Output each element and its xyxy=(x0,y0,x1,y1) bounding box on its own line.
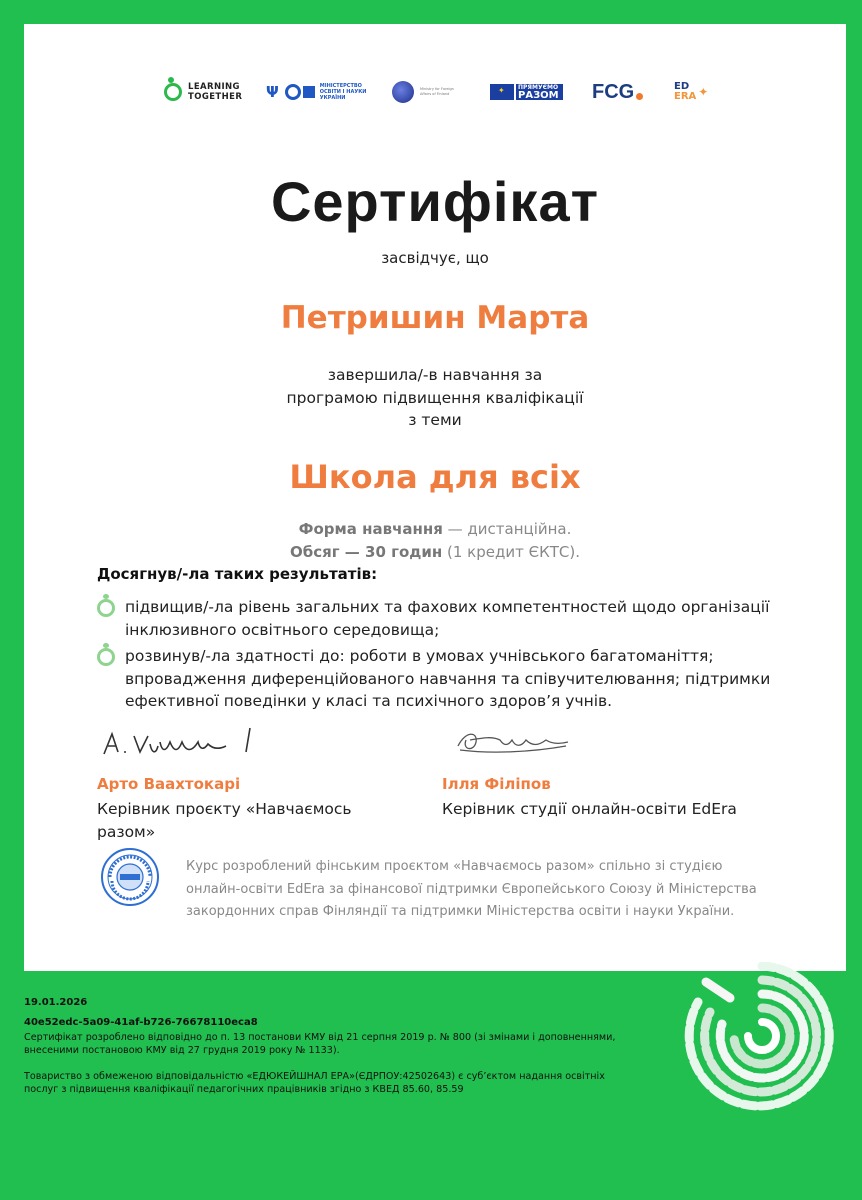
edera-logo: ED ERA ✦ xyxy=(674,81,709,102)
partner-logos xyxy=(24,74,846,110)
issue-date: 19.01.2026 xyxy=(24,997,88,1008)
results-list xyxy=(97,596,797,717)
footer xyxy=(24,996,624,1096)
learning-together-icon xyxy=(164,83,182,101)
certificate-card xyxy=(24,24,846,971)
eu-flag-icon xyxy=(490,84,514,100)
bullet-icon xyxy=(97,648,115,666)
certifies-text: засвідчує, що xyxy=(381,249,489,267)
course-note: Курс розроблений фінським проєктом «Навчаємось разом» спільно зі студією онлайн-освіти EdEra за фінансової підтримки Європейського Союзу й Міністерства закордонних справ Фінляндії та підтримки Міністерства освіти і науки України. xyxy=(186,859,757,919)
fcg-logo: FCG xyxy=(592,74,643,110)
ministry-education-logo: Ψ МІНІСТЕРСТВО ОСВІТИ І НАУКИ УКРАЇНИ xyxy=(266,83,367,101)
signature-filipov xyxy=(452,724,582,760)
signer-name: Арто Ваахтокарі xyxy=(97,775,241,793)
recipient-name: Петришин Марта xyxy=(280,300,590,336)
globe-icon xyxy=(392,81,414,103)
results-title: Досягнув/-ла таких результатів: xyxy=(97,565,378,583)
eu-logo: ✦ ПРЯМУЄМО РАЗОМ xyxy=(490,74,563,110)
completion-text: завершила/-в навчання за програмою підвищення кваліфікації з теми xyxy=(286,366,584,429)
list-item: підвищив/-ла рівень загальних та фахових компетентностей щодо організації інклюзивного освітнього середовища; xyxy=(97,596,797,641)
decorative-spiral-icon xyxy=(676,962,848,1112)
bullet-icon xyxy=(97,599,115,617)
signer-role: Керівник проєкту «Навчаємось разом» xyxy=(97,800,352,841)
mfa-finland-logo: Ministry for Foreign Affairs of Finland xyxy=(392,74,454,110)
trident-icon: Ψ xyxy=(266,83,279,101)
legal-text: Товариство з обмеженою відповідальністю «ЕДЮКЕЙШНАЛ ЕРА»(ЄДРПОУ:42502643) є суб’єктом надання освітніх послуг з підвищення кваліфікації педагогічних працівників згідно з КВЕД 85.60, 85.59 xyxy=(24,1071,605,1095)
signer-name: Ілля Філіпов xyxy=(442,775,551,793)
signature-vaahtokari xyxy=(100,724,280,760)
certificate-id: 40e52edc-5a09-41af-b726-76678110eca8 xyxy=(24,1017,258,1028)
list-item: розвинув/-ла здатності до: роботи в умовах учнівського багатоманіття; впровадження диференційованого навчання та співучителювання; підтримки ефективної поведінки у класі та психічного здоров’я учнів. xyxy=(97,645,797,713)
star-icon: ✦ xyxy=(698,85,709,99)
learning-together-logo: LEARNING TOGETHER xyxy=(164,74,242,110)
study-form: Форма навчання — дистанційна. Обсяг — 30 годин (1 кредит ЄКТС). xyxy=(289,520,580,561)
official-stamp xyxy=(100,847,160,907)
certificate-title: Сертифікат xyxy=(270,170,600,233)
course-title: Школа для всіх xyxy=(289,458,581,496)
legal-text: Сертифікат розроблено відповідно до п. 13 постанови КМУ від 21 серпня 2019 р. № 800 (зі змінами і доповненнями, внесеними постановою КМУ від 27 грудня 2019 року № 1133). xyxy=(24,1032,616,1056)
signer-role: Керівник студії онлайн-освіти EdEra xyxy=(442,800,737,818)
